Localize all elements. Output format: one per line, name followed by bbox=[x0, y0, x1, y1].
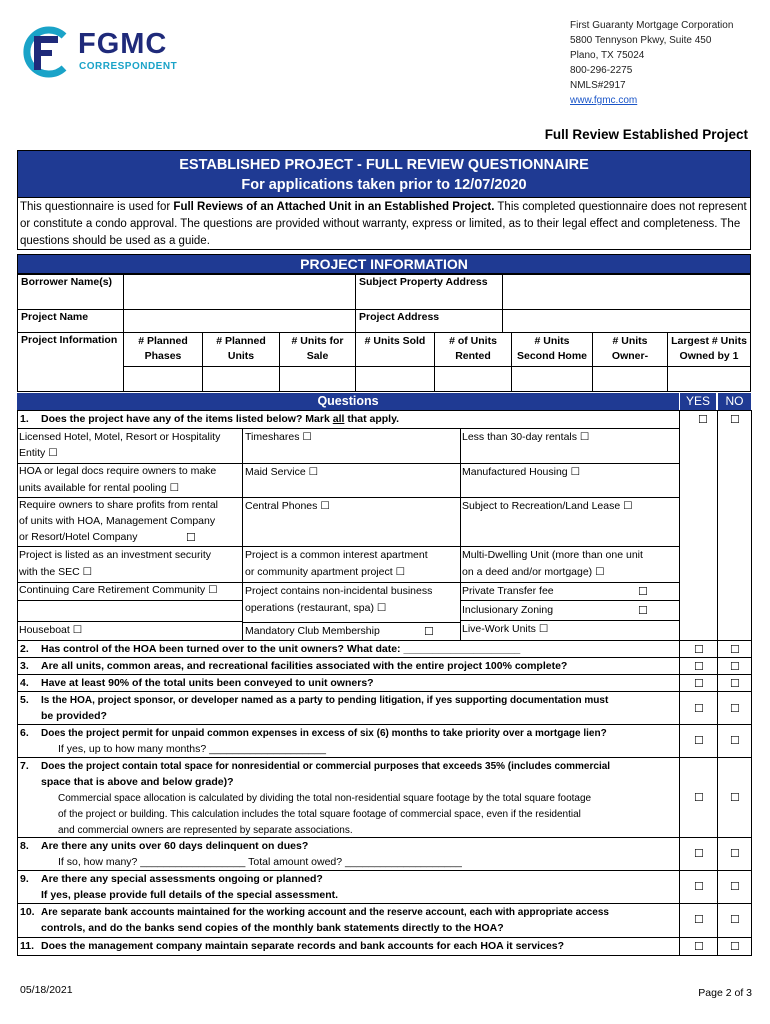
q1-hotel-checkbox[interactable]: ☐ bbox=[48, 447, 58, 459]
q1-recreation-text: Subject to Recreation/Land Lease bbox=[462, 500, 621, 512]
q7-no-checkbox[interactable]: ☐ bbox=[730, 792, 740, 804]
q9-number: 9. bbox=[20, 873, 29, 885]
document-title: Full Review Established Project bbox=[544, 127, 748, 142]
q1-inclusionary-checkbox[interactable]: ☐ bbox=[638, 605, 648, 617]
q1-hoa-label: HOA or legal docs require owners to make bbox=[19, 465, 217, 477]
q7-note-1: Commercial space allocation is calculated by dividing the total non-residential square footage by the total square footage bbox=[58, 793, 592, 804]
q1-common-label: Project is a common interest apartment bbox=[245, 549, 428, 561]
planned-phases-input[interactable] bbox=[123, 366, 203, 392]
fgmc-logo bbox=[18, 24, 178, 80]
q8-no-checkbox[interactable]: ☐ bbox=[730, 848, 740, 860]
col-largest-units-owned: Largest # Units Owned by 1 bbox=[667, 332, 751, 367]
q9-text-2: If yes, please provide full details of the special assessment. bbox=[41, 889, 339, 901]
no-column-header: NO bbox=[718, 393, 751, 410]
banner-subtitle: For applications taken prior to 12/07/2020 bbox=[241, 177, 527, 193]
q7-text: Does the project contain total space for nonresidential or commercial purposes that exceeds 35% (includes commercial bbox=[41, 761, 611, 772]
q1-invest-label-cont bbox=[19, 564, 92, 581]
project-information-header: PROJECT INFORMATION bbox=[17, 254, 751, 274]
company-address1: 5800 Tennyson Pkwy, Suite 450 bbox=[570, 35, 712, 46]
q3-no-checkbox[interactable]: ☐ bbox=[730, 661, 740, 673]
q1-livework-text: Live-Work Units bbox=[462, 623, 536, 635]
q1-hoa-label-cont bbox=[19, 480, 179, 497]
col-units-for-sale: # Units for Sale bbox=[279, 332, 356, 367]
q7-yes-checkbox[interactable]: ☐ bbox=[694, 792, 704, 804]
q1-ccrc-checkbox[interactable]: ☐ bbox=[208, 584, 218, 596]
q1-multi-label-cont bbox=[462, 564, 605, 581]
q1-maid-label bbox=[245, 464, 318, 481]
units-owner-input[interactable] bbox=[592, 366, 668, 392]
project-name-label: Project Name bbox=[17, 309, 124, 333]
company-info bbox=[570, 18, 733, 108]
q10-text: Are separate bank accounts maintained for the working account and the reserve account, each with appropriate access bbox=[41, 907, 609, 918]
intro-rest: This completed questionnaire does not represent or constitute a condo approval. The questions are provided without warranty, express or limited, as to their legal effect and completeness. The questions should be used as a guide. bbox=[20, 201, 747, 247]
q1-share-checkbox[interactable]: ☐ bbox=[186, 532, 196, 544]
q10-yes-checkbox[interactable]: ☐ bbox=[694, 914, 704, 926]
q11-number: 11. bbox=[20, 940, 35, 952]
q1-no-checkbox[interactable]: ☐ bbox=[730, 414, 740, 426]
q4-yes-checkbox[interactable]: ☐ bbox=[694, 678, 704, 690]
q8-text: Are there any units over 60 days delinquent on dues? bbox=[41, 840, 309, 852]
q1-nonincid-label-2: operations (restaurant, spa) bbox=[245, 602, 374, 614]
q3-text: Are all units, common areas, and recreational facilities associated with the entire project 100% complete? bbox=[41, 660, 568, 672]
q1-text-b: that apply. bbox=[344, 413, 400, 425]
grid-line bbox=[751, 410, 752, 955]
q9-no-checkbox[interactable]: ☐ bbox=[730, 881, 740, 893]
q1-multi-label: Multi-Dwelling Unit (more than one unit bbox=[462, 549, 643, 561]
q5-number: 5. bbox=[20, 694, 29, 706]
grid-line bbox=[242, 428, 243, 640]
intro-bold: Full Reviews of an Attached Unit in an Established Project. bbox=[173, 201, 495, 213]
q9-text: Are there any special assessments ongoing or planned? bbox=[41, 873, 323, 885]
project-address-label: Project Address bbox=[355, 309, 503, 333]
q3-yes-checkbox[interactable]: ☐ bbox=[694, 661, 704, 673]
q1-yes-checkbox[interactable]: ☐ bbox=[698, 414, 708, 426]
q7-note-3: and commercial owners are represented by separate associations. bbox=[58, 825, 353, 836]
q1-rentals30-checkbox[interactable]: ☐ bbox=[579, 431, 590, 443]
project-address-input[interactable] bbox=[502, 309, 751, 333]
q6-number: 6. bbox=[20, 727, 29, 739]
q2-no-checkbox[interactable]: ☐ bbox=[730, 644, 740, 656]
footer-date: 05/18/2021 bbox=[20, 984, 73, 996]
questions-header: Questions bbox=[17, 393, 679, 410]
q1-rentals30-text: Less than 30-day rentals bbox=[462, 431, 577, 443]
q1-invest-label-2: with the SEC bbox=[19, 566, 80, 578]
q5-text-2: be provided? bbox=[41, 710, 107, 722]
q1-livework-label bbox=[462, 621, 548, 638]
q9-yes-checkbox[interactable]: ☐ bbox=[694, 881, 704, 893]
q1-nonincid-checkbox[interactable]: ☐ bbox=[376, 602, 387, 614]
intro-lead: This questionnaire is used for bbox=[20, 201, 174, 213]
q1-number: 1. bbox=[20, 413, 29, 425]
col-planned-phases: # Planned Phases bbox=[123, 332, 203, 367]
col-units-second-home: # Units Second Home bbox=[511, 332, 593, 367]
q1-recreation-checkbox[interactable]: ☐ bbox=[623, 500, 633, 512]
grid-line bbox=[17, 955, 752, 956]
col-units-sold: # Units Sold bbox=[355, 332, 435, 367]
col-units-rented: # of Units Rented bbox=[434, 332, 512, 367]
subject-address-label: Subject Property Address bbox=[355, 274, 503, 310]
q1-text bbox=[41, 411, 399, 428]
footer-page-number: Page 2 of 3 bbox=[698, 987, 752, 999]
q10-number: 10. bbox=[20, 906, 35, 918]
q2-yes-checkbox[interactable]: ☐ bbox=[694, 644, 704, 656]
q5-no-checkbox[interactable]: ☐ bbox=[730, 703, 740, 715]
fgmc-logo-icon bbox=[18, 24, 74, 80]
q1-manufactured-label bbox=[462, 464, 580, 481]
banner-title: ESTABLISHED PROJECT - FULL REVIEW QUESTIONNAIRE bbox=[179, 157, 589, 173]
q1-phones-text: Central Phones bbox=[245, 500, 318, 512]
grid-line bbox=[17, 410, 18, 955]
q1-share-label-2: of units with HOA, Management Company bbox=[19, 515, 216, 527]
q1-hoa-label-2: units available for rental pooling bbox=[19, 482, 167, 494]
q1-club-checkbox[interactable]: ☐ bbox=[424, 626, 434, 638]
q1-timeshares-text: Timeshares bbox=[245, 431, 300, 443]
q1-hotel-label-2: Entity bbox=[19, 447, 46, 459]
q4-no-checkbox[interactable]: ☐ bbox=[730, 678, 740, 690]
q1-phones-checkbox[interactable]: ☐ bbox=[320, 500, 330, 512]
q1-houseboat-label bbox=[19, 622, 82, 639]
col-planned-units: # Planned Units bbox=[202, 332, 280, 367]
q1-timeshares-label bbox=[245, 429, 312, 446]
q6-no-checkbox[interactable]: ☐ bbox=[730, 735, 740, 747]
q2-text: Has control of the HOA been turned over to the unit owners? What date: ____________________ bbox=[41, 643, 521, 655]
borrower-input[interactable] bbox=[123, 274, 356, 310]
q1-manufactured-text: Manufactured Housing bbox=[462, 466, 568, 478]
q1-hoa-checkbox[interactable]: ☐ bbox=[169, 482, 180, 494]
q1-club-label: Mandatory Club Membership bbox=[245, 625, 380, 637]
q1-share-label: Require owners to share profits from rental bbox=[19, 499, 219, 511]
q1-share-label-3: or Resort/Hotel Company bbox=[19, 531, 138, 543]
q1-text-all: all bbox=[332, 413, 345, 425]
q4-text: Have at least 90% of the total units been conveyed to unit owners? bbox=[41, 677, 374, 689]
units-sold-input[interactable] bbox=[355, 366, 435, 392]
company-name: First Guaranty Mortgage Corporation bbox=[570, 20, 734, 31]
q1-multi-label-2: on a deed and/or mortgage) bbox=[462, 566, 593, 578]
company-address2: Plano, TX 75024 bbox=[570, 50, 645, 61]
q5-text: Is the HOA, project sponsor, or developer named as a party to pending litigation, if yes supporting documentation must bbox=[41, 695, 609, 706]
q5-yes-checkbox[interactable]: ☐ bbox=[694, 703, 704, 715]
q2-number: 2. bbox=[20, 643, 29, 655]
q1-hotel-label: Licensed Hotel, Motel, Resort or Hospitality bbox=[19, 431, 221, 443]
q10-text-2: controls, and do the banks send copies of the monthly bank statements directly to the HOA? bbox=[41, 922, 504, 934]
grid-line bbox=[717, 410, 718, 955]
yes-column-header: YES bbox=[680, 393, 716, 410]
planned-units-input[interactable] bbox=[202, 366, 280, 392]
q8-yes-checkbox[interactable]: ☐ bbox=[694, 848, 704, 860]
q1-nonincid-label: Project contains non-incidental business bbox=[245, 585, 433, 597]
units-for-sale-input[interactable] bbox=[279, 366, 356, 392]
units-second-home-input[interactable] bbox=[511, 366, 593, 392]
q3-number: 3. bbox=[20, 660, 29, 672]
grid-line bbox=[679, 410, 680, 955]
q1-houseboat-text: Houseboat bbox=[19, 624, 70, 636]
q1-transfer-checkbox[interactable]: ☐ bbox=[638, 586, 648, 598]
q8-number: 8. bbox=[20, 840, 29, 852]
q1-inclusionary-label: Inclusionary Zoning bbox=[462, 604, 554, 616]
subject-address-input[interactable] bbox=[502, 274, 751, 310]
q1-common-checkbox[interactable]: ☐ bbox=[395, 566, 405, 578]
company-nmls: NMLS#2917 bbox=[570, 80, 626, 91]
units-rented-input[interactable] bbox=[434, 366, 512, 392]
q1-houseboat-checkbox[interactable]: ☐ bbox=[72, 624, 83, 636]
project-information-label: Project Information bbox=[17, 332, 124, 392]
q1-transfer-label: Private Transfer fee bbox=[462, 585, 554, 597]
q6-text-2: If yes, up to how many months? ____________________ bbox=[58, 743, 326, 755]
q7-note-2: of the project or building. This calculation includes the total square footage of commercial space, even if the residential bbox=[58, 809, 581, 820]
q1-invest-checkbox[interactable]: ☐ bbox=[82, 566, 93, 578]
logo-brand: FGMC bbox=[78, 28, 168, 60]
q1-maid-text: Maid Service bbox=[245, 466, 306, 478]
borrower-label: Borrower Name(s) bbox=[17, 274, 124, 310]
q1-recreation-label bbox=[462, 498, 633, 515]
q6-yes-checkbox[interactable]: ☐ bbox=[694, 735, 704, 747]
grid-line bbox=[460, 600, 679, 601]
q10-no-checkbox[interactable]: ☐ bbox=[730, 914, 740, 926]
q1-phones-label bbox=[245, 498, 330, 515]
q1-ccrc-label bbox=[19, 582, 218, 599]
grid-line bbox=[17, 600, 243, 601]
q1-manufactured-checkbox[interactable]: ☐ bbox=[570, 466, 580, 478]
q8-text-2: If so, how many? __________________ Total amount owed? ____________________ bbox=[58, 856, 462, 868]
q11-no-checkbox[interactable]: ☐ bbox=[730, 941, 740, 953]
col-units-owner: # Units Owner- bbox=[592, 332, 668, 367]
q6-text: Does the project permit for unpaid common expenses in excess of six (6) months to take priority over a mortgage lien? bbox=[41, 728, 607, 739]
company-website-link[interactable]: www.fgmc.com bbox=[570, 95, 638, 106]
company-phone: 800-296-2275 bbox=[570, 65, 633, 76]
q1-maid-checkbox[interactable]: ☐ bbox=[308, 466, 319, 478]
q1-hotel-label-cont bbox=[19, 445, 58, 462]
largest-units-owned-input[interactable] bbox=[667, 366, 751, 392]
grid-line bbox=[460, 428, 461, 640]
q11-yes-checkbox[interactable]: ☐ bbox=[694, 941, 704, 953]
project-name-input[interactable] bbox=[123, 309, 356, 333]
q1-invest-label: Project is listed as an investment security bbox=[19, 549, 211, 561]
logo-subtitle: CORRESPONDENT bbox=[79, 61, 178, 72]
q4-number: 4. bbox=[20, 677, 29, 689]
intro-paragraph bbox=[17, 198, 751, 250]
q1-multi-checkbox[interactable]: ☐ bbox=[595, 566, 605, 578]
q1-rentals30-label bbox=[462, 429, 589, 446]
q1-common-label-2: or community apartment project bbox=[245, 566, 393, 578]
questionnaire-banner bbox=[17, 150, 751, 198]
q1-livework-checkbox[interactable]: ☐ bbox=[538, 623, 549, 635]
q7-text-2: space that is above and below grade)? bbox=[41, 776, 234, 788]
q1-timeshares-checkbox[interactable]: ☐ bbox=[302, 431, 312, 443]
q1-text-a: Does the project have any of the items listed below? Mark bbox=[41, 413, 333, 425]
q7-number: 7. bbox=[20, 760, 29, 772]
q1-common-label-cont bbox=[245, 564, 405, 581]
q1-ccrc-text: Continuing Care Retirement Community bbox=[19, 584, 206, 596]
q11-text: Does the management company maintain separate records and bank accounts for each HOA it services? bbox=[41, 940, 565, 952]
q1-nonincid-label-cont bbox=[245, 600, 386, 617]
